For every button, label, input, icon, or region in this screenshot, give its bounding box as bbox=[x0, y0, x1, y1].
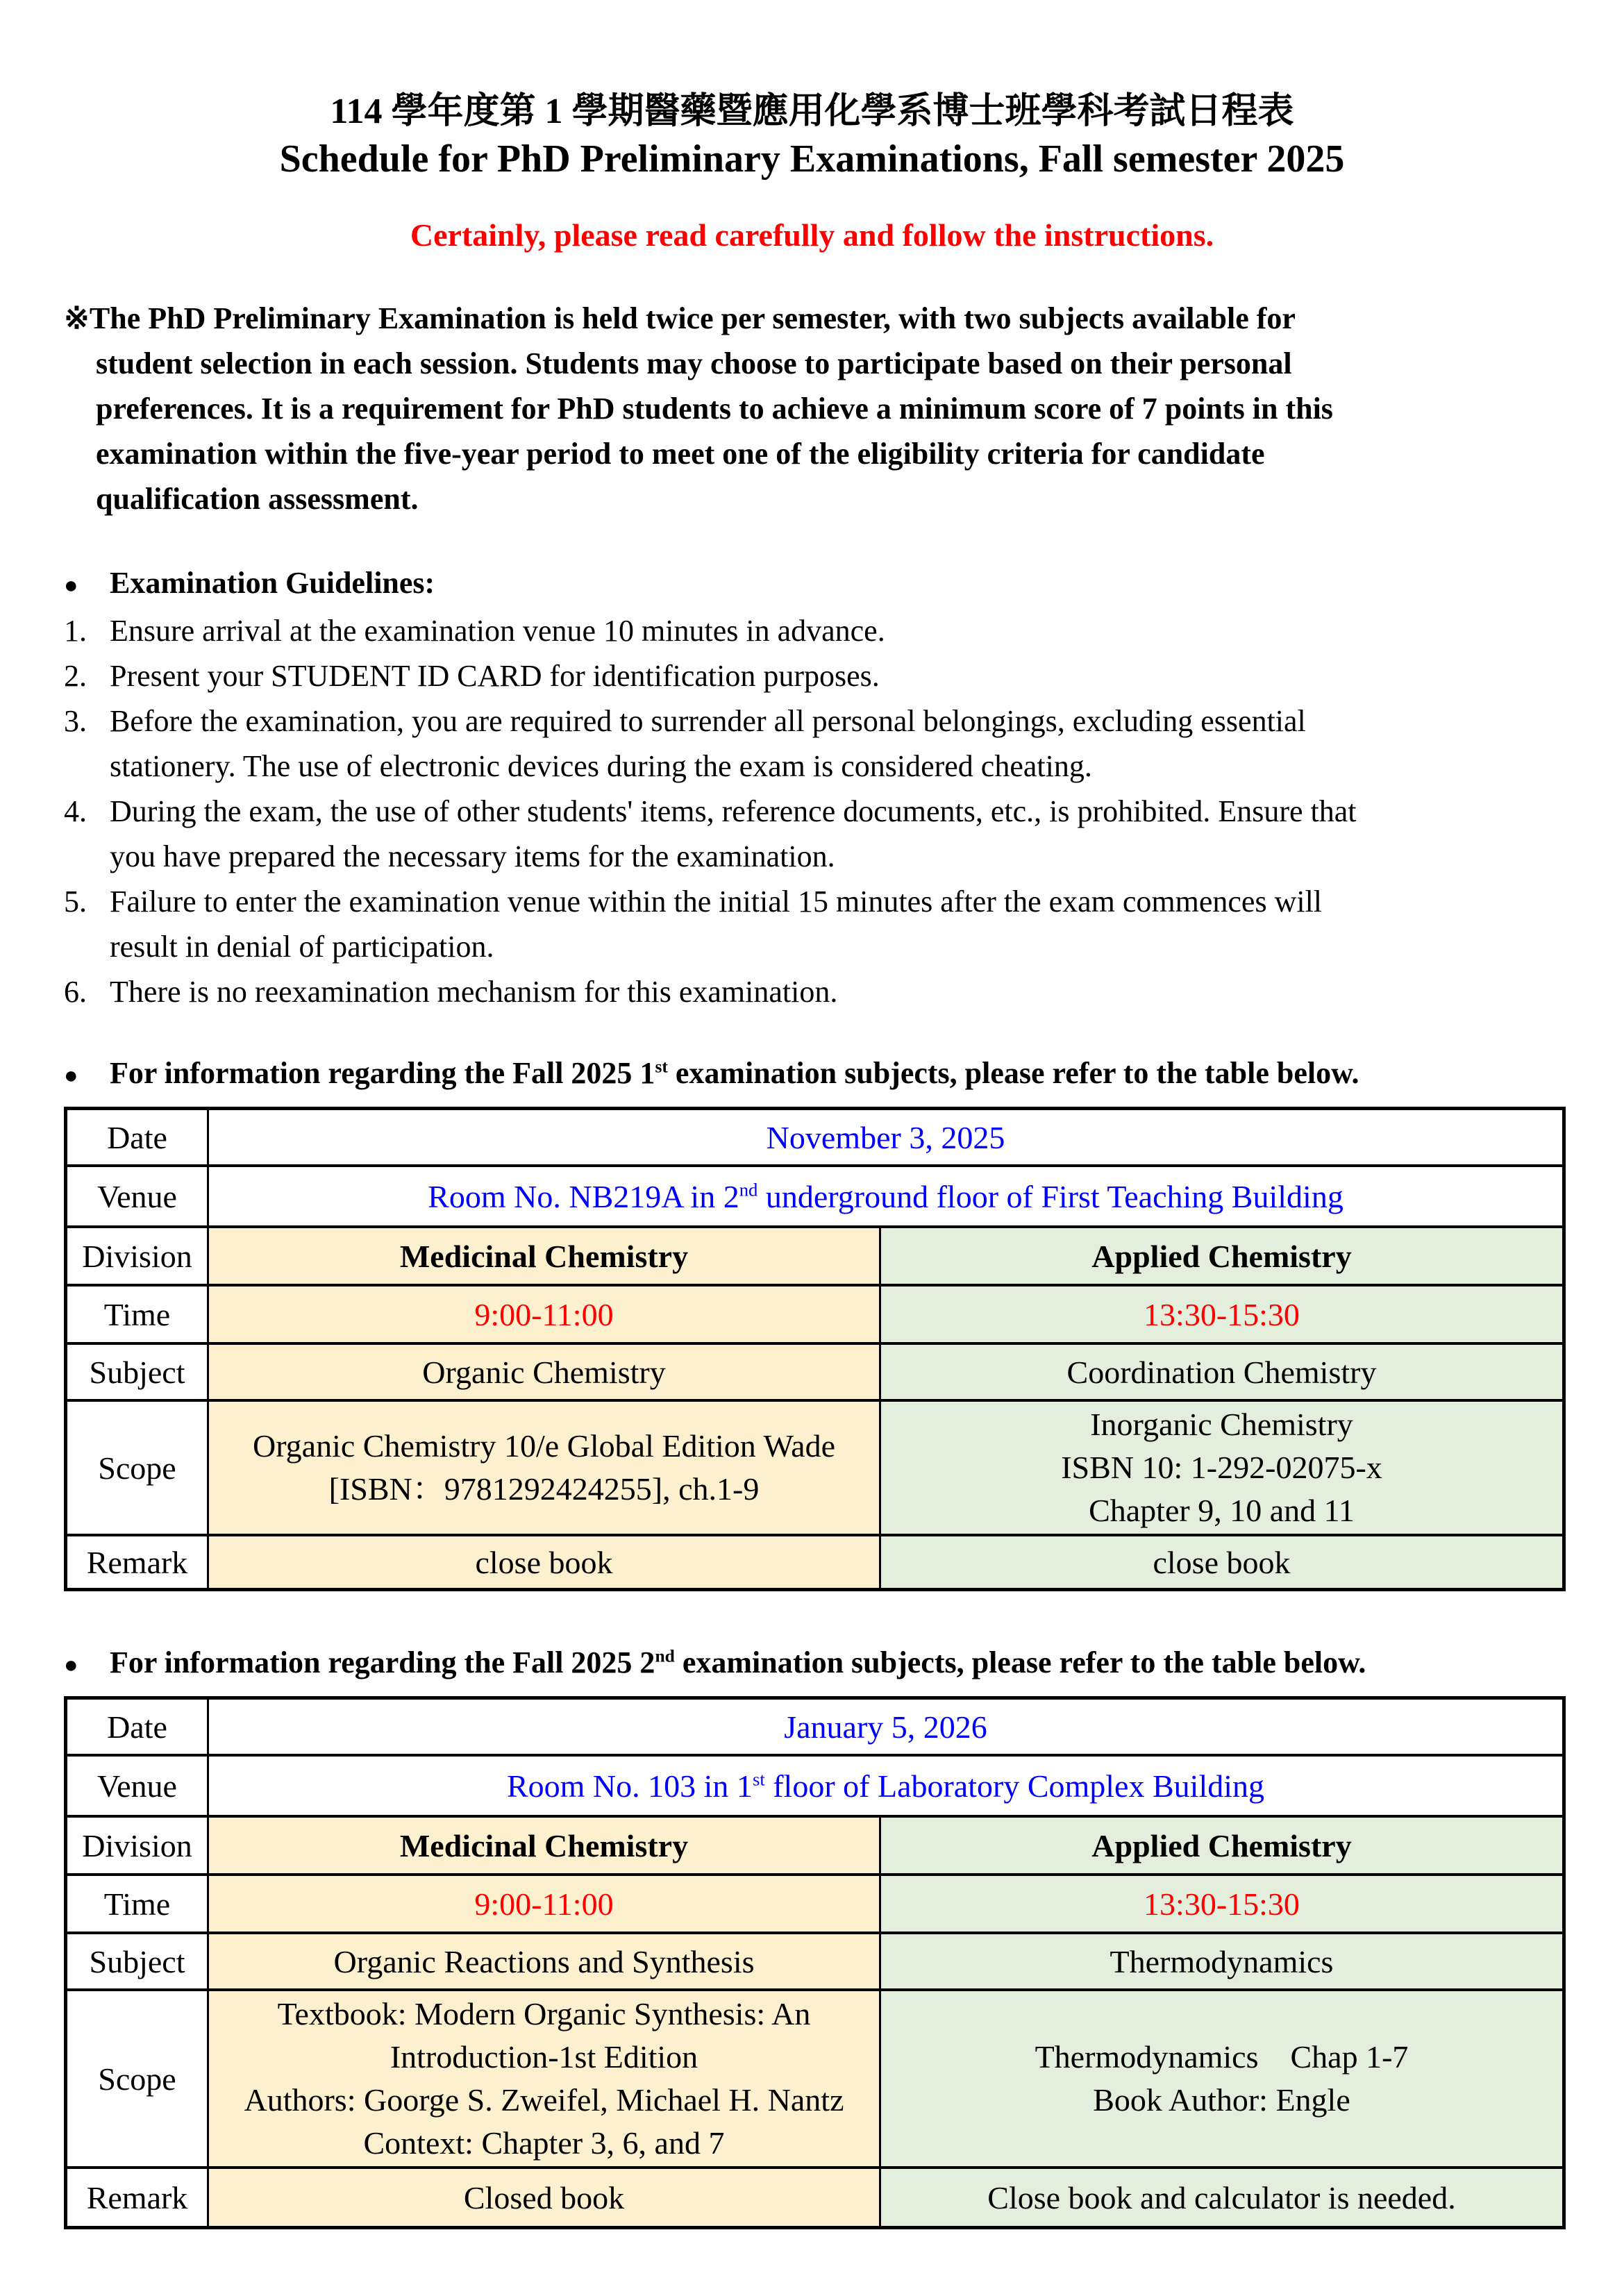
section2-heading-row bbox=[64, 1640, 1560, 1688]
section2-heading-suffix: examination subjects, please refer to the table below. bbox=[674, 1645, 1366, 1679]
venue-text-prefix: Room No. NB219A in 2 bbox=[428, 1178, 739, 1214]
date-value: January 5, 2026 bbox=[208, 1698, 1564, 1756]
scope-line: Thermodynamics Chap 1-7 bbox=[1035, 2039, 1409, 2075]
venue-text-suffix: floor of Laboratory Complex Building bbox=[764, 1768, 1265, 1804]
table-row-subject bbox=[66, 1933, 1564, 1990]
scope-applied bbox=[880, 1400, 1564, 1535]
row-label-remark: Remark bbox=[66, 1535, 208, 1590]
row-label-venue: Venue bbox=[66, 1755, 208, 1816]
list-item-number: 4. bbox=[64, 794, 87, 828]
row-label-scope: Scope bbox=[66, 1400, 208, 1535]
scope-line: Authors: Goorge S. Zweifel, Michael H. Nantz bbox=[244, 2082, 844, 2118]
division-applied: Applied Chemistry bbox=[880, 1816, 1564, 1875]
list-item-number: 1. bbox=[64, 614, 87, 648]
table-row-remark bbox=[66, 1535, 1564, 1590]
division-medicinal: Medicinal Chemistry bbox=[208, 1227, 880, 1285]
list-item-text bbox=[110, 653, 1560, 698]
list-item bbox=[64, 969, 1560, 1014]
bullet-icon: ● bbox=[64, 1652, 78, 1678]
intro-paragraph bbox=[64, 296, 1560, 521]
table-row-time bbox=[66, 1875, 1564, 1933]
table-row-division bbox=[66, 1227, 1564, 1285]
list-item-number: 2. bbox=[64, 659, 87, 693]
notice-text: Certainly, please read carefully and follow the instructions. bbox=[410, 217, 1214, 253]
row-label-date: Date bbox=[66, 1109, 208, 1166]
list-item-text bbox=[110, 879, 1560, 969]
table-row-remark bbox=[66, 2168, 1564, 2228]
section1-heading bbox=[110, 1050, 1359, 1096]
time-applied: 13:30-15:30 bbox=[880, 1875, 1564, 1933]
row-label-date: Date bbox=[66, 1698, 208, 1756]
bullet-icon: ● bbox=[64, 1063, 78, 1089]
title-english: Schedule for PhD Preliminary Examinations, Fall semester 2025 bbox=[279, 137, 1345, 181]
section1-heading-sup: st bbox=[655, 1056, 668, 1077]
table-row-venue bbox=[66, 1755, 1564, 1816]
list-item-line: Present your STUDENT ID CARD for identification purposes. bbox=[110, 659, 880, 693]
scope-line: ISBN 10: 1-292-02075-x bbox=[1061, 1450, 1382, 1485]
reference-mark-icon: ※ bbox=[64, 301, 90, 335]
intro-line-text: The PhD Preliminary Examination is held twice per semester, with two subjects available for bbox=[89, 301, 1296, 335]
scope-line: Context: Chapter 3, 6, and 7 bbox=[363, 2125, 725, 2161]
list-item-text bbox=[110, 698, 1560, 789]
venue-text-suffix: underground floor of First Teaching Building bbox=[757, 1178, 1343, 1214]
list-item-line: Failure to enter the examination venue within the initial 15 minutes after the exam commences will bbox=[110, 885, 1323, 919]
list-item bbox=[64, 879, 1560, 969]
row-label-subject: Subject bbox=[66, 1933, 208, 1990]
row-label-time: Time bbox=[66, 1875, 208, 1933]
title-chinese: 114 學年度第 1 學期醫藥暨應用化學系博士班學科考試日程表 bbox=[330, 92, 1294, 131]
venue-value bbox=[208, 1166, 1564, 1227]
section1-heading-suffix: examination subjects, please refer to the table below. bbox=[667, 1056, 1359, 1090]
guidelines-section bbox=[64, 560, 1560, 1014]
row-label-division: Division bbox=[66, 1227, 208, 1285]
scope-applied bbox=[880, 1990, 1564, 2168]
list-item-number: 5. bbox=[64, 885, 87, 919]
table-row-time bbox=[66, 1285, 1564, 1343]
list-item-line: result in denial of participation. bbox=[110, 930, 494, 964]
list-item bbox=[64, 698, 1560, 789]
list-item bbox=[64, 789, 1560, 879]
list-item-line: stationery. The use of electronic devices during the exam is considered cheating. bbox=[110, 749, 1092, 783]
division-medicinal: Medicinal Chemistry bbox=[208, 1816, 880, 1875]
scope-line: Chapter 9, 10 and 11 bbox=[1089, 1493, 1355, 1528]
guidelines-list bbox=[64, 608, 1560, 1014]
intro-line: student selection in each session. Students may choose to participate based on their personal bbox=[96, 346, 1292, 380]
list-item-text bbox=[110, 789, 1560, 879]
intro-line: qualification assessment. bbox=[96, 482, 419, 516]
time-applied: 13:30-15:30 bbox=[880, 1285, 1564, 1343]
scope-line: Textbook: Modern Organic Synthesis: An bbox=[277, 1996, 811, 2031]
list-item-line: There is no reexamination mechanism for this examination. bbox=[110, 975, 838, 1009]
section1-heading-prefix: For information regarding the Fall 2025 1 bbox=[110, 1056, 655, 1090]
row-label-subject: Subject bbox=[66, 1343, 208, 1400]
bullet-icon: ● bbox=[64, 573, 78, 598]
exam-table-first-session bbox=[64, 1107, 1566, 1591]
table-row-scope bbox=[66, 1990, 1564, 2168]
list-item-line: Ensure arrival at the examination venue 10 minutes in advance. bbox=[110, 614, 885, 648]
list-item bbox=[64, 608, 1560, 653]
remark-medicinal: close book bbox=[208, 1535, 880, 1590]
row-label-time: Time bbox=[66, 1285, 208, 1343]
venue-value bbox=[208, 1755, 1564, 1816]
scope-medicinal bbox=[208, 1990, 880, 2168]
section2-heading-sup: nd bbox=[655, 1645, 675, 1666]
intro-line: preferences. It is a requirement for PhD students to achieve a minimum score of 7 points in this bbox=[96, 392, 1333, 426]
subject-medicinal: Organic Chemistry bbox=[208, 1343, 880, 1400]
time-medicinal: 9:00-11:00 bbox=[208, 1875, 880, 1933]
subject-applied: Thermodynamics bbox=[880, 1933, 1564, 1990]
remark-applied: Close book and calculator is needed. bbox=[880, 2168, 1564, 2228]
guidelines-heading-row bbox=[64, 560, 1560, 608]
scope-line: [ISBN：9781292424255], ch.1-9 bbox=[328, 1471, 760, 1507]
scope-line: Book Author: Engle bbox=[1093, 2082, 1350, 2118]
table-row-division bbox=[66, 1816, 1564, 1875]
list-item-line: During the exam, the use of other students' items, reference documents, etc., is prohibited. Ensure that bbox=[110, 794, 1357, 828]
list-item-number: 6. bbox=[64, 975, 87, 1009]
list-item bbox=[64, 653, 1560, 698]
intro-line bbox=[64, 296, 1560, 341]
venue-text-prefix: Room No. 103 in 1 bbox=[506, 1768, 753, 1804]
list-item-line: you have prepared the necessary items for the examination. bbox=[110, 839, 835, 873]
list-item-number: 3. bbox=[64, 704, 87, 738]
scope-medicinal bbox=[208, 1400, 880, 1535]
remark-applied: close book bbox=[880, 1535, 1564, 1590]
venue-ordinal-sup: nd bbox=[739, 1179, 758, 1200]
date-value: November 3, 2025 bbox=[208, 1109, 1564, 1166]
exam-table-second-session bbox=[64, 1696, 1566, 2229]
remark-medicinal: Closed book bbox=[208, 2168, 880, 2228]
subject-medicinal: Organic Reactions and Synthesis bbox=[208, 1933, 880, 1990]
row-label-scope: Scope bbox=[66, 1990, 208, 2168]
subject-applied: Coordination Chemistry bbox=[880, 1343, 1564, 1400]
list-item-text bbox=[110, 969, 1560, 1014]
scope-line: Organic Chemistry 10/e Global Edition Wade bbox=[252, 1428, 836, 1464]
section2-heading-prefix: For information regarding the Fall 2025 2 bbox=[110, 1645, 655, 1679]
row-label-remark: Remark bbox=[66, 2168, 208, 2228]
table-row-scope bbox=[66, 1400, 1564, 1535]
guidelines-heading: Examination Guidelines: bbox=[110, 566, 435, 600]
table-row-subject bbox=[66, 1343, 1564, 1400]
scope-line: Introduction-1st Edition bbox=[390, 2039, 698, 2075]
section2-heading bbox=[110, 1640, 1366, 1685]
intro-line: examination within the five-year period to meet one of the eligibility criteria for candidate bbox=[96, 437, 1265, 471]
section1-heading-row bbox=[64, 1050, 1560, 1098]
row-label-venue: Venue bbox=[66, 1166, 208, 1227]
row-label-division: Division bbox=[66, 1816, 208, 1875]
division-applied: Applied Chemistry bbox=[880, 1227, 1564, 1285]
table-row-date bbox=[66, 1109, 1564, 1166]
time-medicinal: 9:00-11:00 bbox=[208, 1285, 880, 1343]
list-item-line: Before the examination, you are required to surrender all personal belongings, excluding essential bbox=[110, 704, 1306, 738]
venue-ordinal-sup: st bbox=[752, 1768, 765, 1790]
list-item-text bbox=[110, 608, 1560, 653]
scope-line: Inorganic Chemistry bbox=[1090, 1407, 1353, 1442]
table-row-date bbox=[66, 1698, 1564, 1756]
table-row-venue bbox=[66, 1166, 1564, 1227]
